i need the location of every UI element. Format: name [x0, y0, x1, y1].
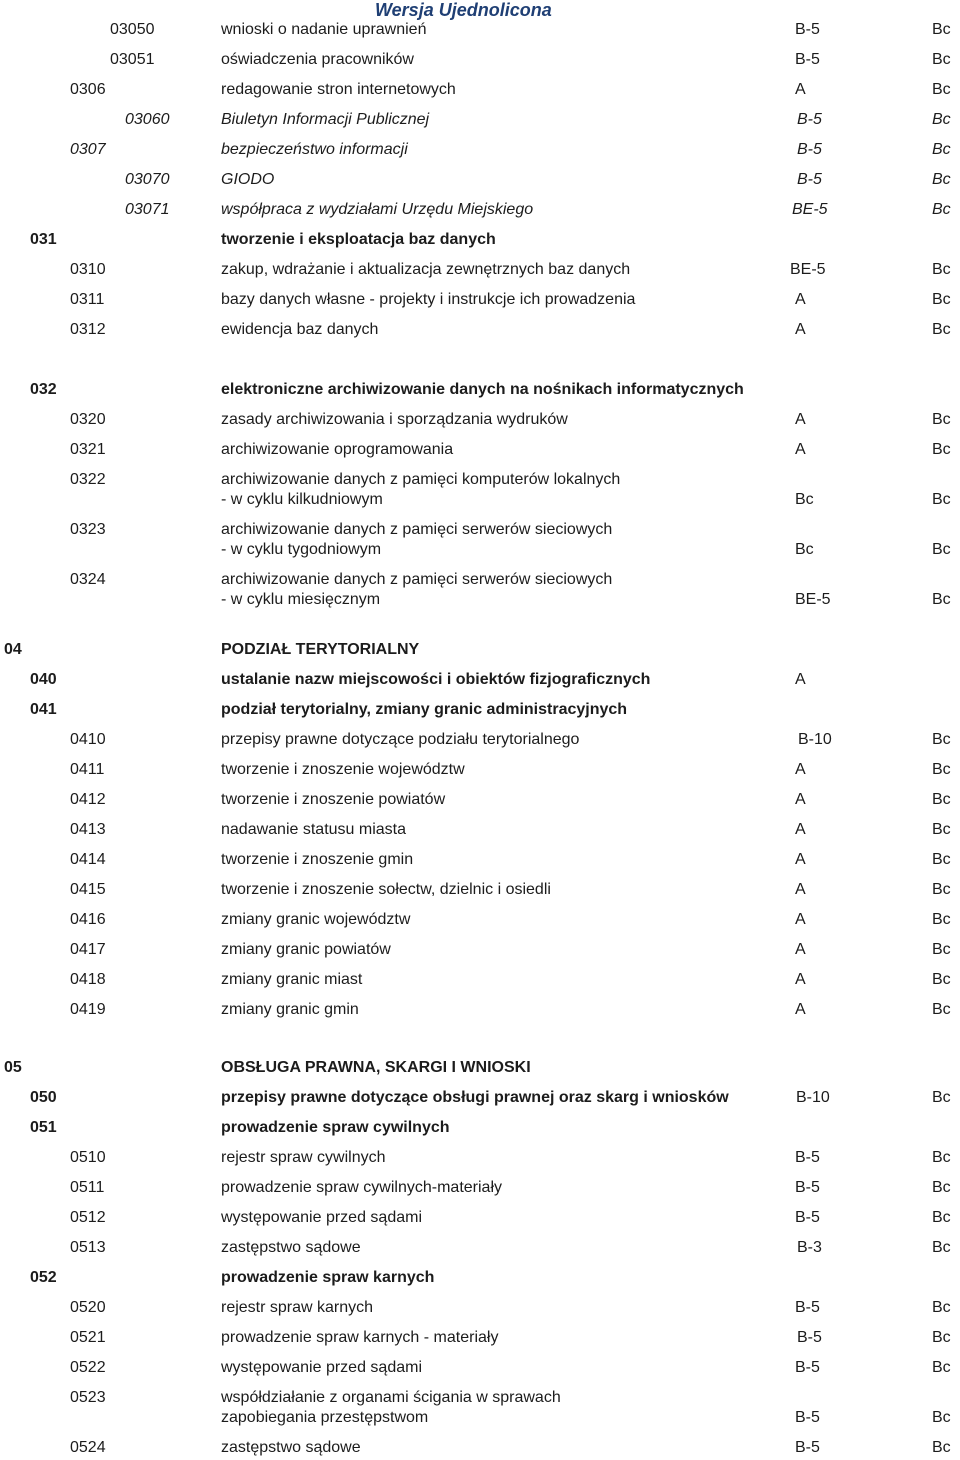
- table-row: [0, 1058, 960, 1078]
- category-main: A: [795, 971, 806, 988]
- row-title: przepisy prawne dotyczące podziału terytorialnego: [221, 731, 580, 748]
- table-row: [0, 520, 960, 560]
- category-secondary: Bc: [932, 111, 951, 128]
- row-code: 0323: [70, 521, 106, 538]
- category-main: A: [795, 411, 806, 428]
- row-code: 0306: [70, 81, 106, 98]
- category-secondary: Bc: [932, 1329, 951, 1346]
- table-row: [0, 1268, 960, 1288]
- row-title-continued: - w cyklu kilkudniowym: [221, 491, 383, 508]
- table-row: [0, 570, 960, 610]
- row-code: 0512: [70, 1209, 106, 1226]
- category-secondary: Bc: [932, 791, 951, 808]
- table-row: [0, 230, 960, 250]
- table-row: [0, 640, 960, 660]
- category-main: B-10: [798, 731, 832, 748]
- category-secondary: Bc: [932, 911, 951, 928]
- row-code: 051: [30, 1119, 57, 1136]
- category-main: A: [795, 911, 806, 928]
- category-main: B-5: [795, 1439, 820, 1456]
- category-secondary: Bc: [932, 291, 951, 308]
- category-secondary: Bc: [932, 881, 951, 898]
- row-title: tworzenie i znoszenie powiatów: [221, 791, 446, 808]
- category-secondary: Bc: [932, 51, 951, 68]
- row-title: GIODO: [221, 171, 275, 188]
- table-row: [0, 850, 960, 870]
- row-title: zasady archiwizowania i sporządzania wydruków: [221, 411, 568, 428]
- category-secondary: Bc: [932, 851, 951, 868]
- category-secondary: Bc: [932, 541, 951, 558]
- row-title: zakup, wdrażanie i aktualizacja zewnętrznych baz danych: [221, 261, 631, 278]
- category-main: Bc: [795, 491, 814, 508]
- category-secondary: Bc: [932, 821, 951, 838]
- category-secondary: Bc: [932, 261, 951, 278]
- row-title: zastępstwo sądowe: [221, 1439, 361, 1456]
- row-title-continued: - w cyklu miesięcznym: [221, 591, 381, 608]
- category-main: B-5: [795, 1359, 820, 1376]
- row-code: 0513: [70, 1239, 106, 1256]
- row-title: prowadzenie spraw karnych: [221, 1269, 435, 1286]
- row-code: 0320: [70, 411, 106, 428]
- category-secondary: Bc: [932, 21, 951, 38]
- table-row: [0, 1118, 960, 1138]
- category-secondary: Bc: [932, 1149, 951, 1166]
- table-row: [0, 1328, 960, 1348]
- category-secondary: Bc: [932, 591, 951, 608]
- row-title: archiwizowanie danych z pamięci komputerów lokalnych: [221, 471, 621, 488]
- table-row: [0, 170, 960, 190]
- row-code: 0413: [70, 821, 106, 838]
- category-main: Bc: [795, 541, 814, 558]
- category-secondary: Bc: [932, 1209, 951, 1226]
- table-row: [0, 1000, 960, 1020]
- table-row: [0, 110, 960, 130]
- category-main: A: [795, 441, 806, 458]
- category-secondary: Bc: [932, 1179, 951, 1196]
- row-code: 0311: [70, 291, 105, 308]
- category-main: B-5: [795, 1409, 820, 1426]
- row-title: prowadzenie spraw karnych - materiały: [221, 1329, 499, 1346]
- category-main: B-10: [796, 1089, 830, 1106]
- table-row: [0, 440, 960, 460]
- row-title: PODZIAŁ TERYTORIALNY: [221, 641, 420, 658]
- row-title: prowadzenie spraw cywilnych: [221, 1119, 450, 1136]
- category-main: A: [795, 761, 806, 778]
- row-code: 041: [30, 701, 57, 718]
- document-header: Wersja Ujednolicona: [375, 0, 552, 20]
- table-row: [0, 760, 960, 780]
- row-code: 03070: [125, 171, 170, 188]
- row-code: 03050: [110, 21, 155, 38]
- category-secondary: Bc: [932, 1299, 951, 1316]
- row-title: ewidencja baz danych: [221, 321, 379, 338]
- category-main: B-5: [795, 21, 820, 38]
- category-secondary: Bc: [932, 1239, 951, 1256]
- row-title: podział terytorialny, zmiany granic administracyjnych: [221, 701, 628, 718]
- table-row: [0, 20, 960, 40]
- row-code: 0418: [70, 971, 106, 988]
- row-code: 0511: [70, 1179, 105, 1196]
- row-title: archiwizowanie oprogramowania: [221, 441, 454, 458]
- row-title-continued: zapobiegania przestępstwom: [221, 1409, 429, 1426]
- row-title: elektroniczne archiwizowanie danych na nośnikach informatycznych: [221, 381, 744, 398]
- table-row: [0, 820, 960, 840]
- row-code: 0521: [70, 1329, 106, 1346]
- row-code: 0411: [70, 761, 105, 778]
- row-title: bazy danych własne - projekty i instrukcje ich prowadzenia: [221, 291, 636, 308]
- category-secondary: Bc: [932, 971, 951, 988]
- row-code: 0307: [70, 141, 106, 158]
- category-main: A: [795, 671, 806, 688]
- row-title: rejestr spraw karnych: [221, 1299, 374, 1316]
- table-row: [0, 940, 960, 960]
- row-code: 0324: [70, 571, 106, 588]
- row-code: 050: [30, 1089, 57, 1106]
- category-main: BE-5: [795, 591, 831, 608]
- row-title: współdziałanie z organami ścigania w sprawach: [221, 1389, 561, 1406]
- category-main: BE-5: [792, 201, 828, 218]
- row-code: 0410: [70, 731, 106, 748]
- row-title: przepisy prawne dotyczące obsługi prawnej oraz skarg i wniosków: [221, 1089, 729, 1106]
- table-row: [0, 260, 960, 280]
- category-secondary: Bc: [932, 441, 951, 458]
- row-title: oświadczenia pracowników: [221, 51, 414, 68]
- row-code: 0520: [70, 1299, 106, 1316]
- row-code: 03051: [110, 51, 155, 68]
- row-title: redagowanie stron internetowych: [221, 81, 456, 98]
- category-main: B-3: [797, 1239, 822, 1256]
- category-main: BE-5: [790, 261, 826, 278]
- row-code: 032: [30, 381, 57, 398]
- category-secondary: Bc: [932, 201, 951, 218]
- category-secondary: Bc: [932, 81, 951, 98]
- category-main: B-5: [797, 141, 822, 158]
- table-row: [0, 970, 960, 990]
- category-main: B-5: [797, 1329, 822, 1346]
- row-title: występowanie przed sądami: [221, 1209, 422, 1226]
- row-code: 03071: [125, 201, 170, 218]
- row-code: 04: [4, 641, 22, 658]
- row-code: 0312: [70, 321, 106, 338]
- category-main: B-5: [795, 1299, 820, 1316]
- category-secondary: Bc: [932, 411, 951, 428]
- row-code: 0419: [70, 1001, 106, 1018]
- row-title: prowadzenie spraw cywilnych-materiały: [221, 1179, 502, 1196]
- row-code: 0524: [70, 1439, 106, 1456]
- category-secondary: Bc: [932, 321, 951, 338]
- category-main: A: [795, 791, 806, 808]
- row-code: 0412: [70, 791, 106, 808]
- category-main: B-5: [797, 111, 822, 128]
- row-title: archiwizowanie danych z pamięci serwerów sieciowych: [221, 521, 613, 538]
- category-secondary: Bc: [932, 491, 951, 508]
- category-secondary: Bc: [932, 1409, 951, 1426]
- row-code: 0523: [70, 1389, 106, 1406]
- row-title: wnioski o nadanie uprawnień: [221, 21, 427, 38]
- row-title: zmiany granic województw: [221, 911, 411, 928]
- category-main: A: [795, 291, 806, 308]
- table-row: [0, 320, 960, 340]
- category-secondary: Bc: [932, 941, 951, 958]
- row-code: 03060: [125, 111, 170, 128]
- category-secondary: Bc: [932, 1001, 951, 1018]
- table-row: [0, 380, 960, 400]
- category-secondary: Bc: [932, 731, 951, 748]
- category-main: B-5: [795, 51, 820, 68]
- table-row: [0, 730, 960, 750]
- row-title: OBSŁUGA PRAWNA, SKARGI I WNIOSKI: [221, 1059, 531, 1076]
- row-title: ustalanie nazw miejscowości i obiektów fizjograficznych: [221, 671, 651, 688]
- row-title: bezpieczeństwo informacji: [221, 141, 408, 158]
- row-title: nadawanie statusu miasta: [221, 821, 406, 838]
- table-row: [0, 470, 960, 510]
- row-title: Biuletyn Informacji Publicznej: [221, 111, 430, 128]
- category-main: B-5: [795, 1149, 820, 1166]
- table-row: [0, 1208, 960, 1228]
- category-main: A: [795, 941, 806, 958]
- table-row: [0, 1298, 960, 1318]
- category-main: A: [795, 81, 806, 98]
- table-row: [0, 910, 960, 930]
- table-row: [0, 1148, 960, 1168]
- category-main: B-5: [797, 171, 822, 188]
- row-code: 0415: [70, 881, 106, 898]
- row-code: 040: [30, 671, 57, 688]
- row-title: rejestr spraw cywilnych: [221, 1149, 386, 1166]
- table-row: [0, 410, 960, 430]
- category-main: A: [795, 321, 806, 338]
- row-title: tworzenie i znoszenie sołectw, dzielnic i osiedli: [221, 881, 551, 898]
- category-main: B-5: [795, 1179, 820, 1196]
- row-title: tworzenie i znoszenie gmin: [221, 851, 414, 868]
- row-code: 0321: [70, 441, 106, 458]
- row-title: tworzenie i eksploatacja baz danych: [221, 231, 496, 248]
- table-row: [0, 1178, 960, 1198]
- row-code: 031: [30, 231, 57, 248]
- category-main: A: [795, 821, 806, 838]
- category-secondary: Bc: [932, 141, 951, 158]
- table-row: [0, 140, 960, 160]
- table-row: [0, 290, 960, 310]
- table-row: [0, 1438, 960, 1458]
- category-secondary: Bc: [932, 171, 951, 188]
- table-row: [0, 1238, 960, 1258]
- row-title: zmiany granic gmin: [221, 1001, 359, 1018]
- table-row: [0, 50, 960, 70]
- category-main: B-5: [795, 1209, 820, 1226]
- row-code: 0416: [70, 911, 106, 928]
- category-secondary: Bc: [932, 761, 951, 778]
- table-row: [0, 790, 960, 810]
- category-secondary: Bc: [932, 1359, 951, 1376]
- row-title: tworzenie i znoszenie województw: [221, 761, 465, 778]
- row-code: 0414: [70, 851, 106, 868]
- category-secondary: Bc: [932, 1089, 951, 1106]
- row-code: 0310: [70, 261, 106, 278]
- table-row: [0, 880, 960, 900]
- row-code: 0510: [70, 1149, 106, 1166]
- row-title: występowanie przed sądami: [221, 1359, 422, 1376]
- row-code: 052: [30, 1269, 57, 1286]
- row-title: zmiany granic miast: [221, 971, 363, 988]
- table-row: [0, 1358, 960, 1378]
- category-main: A: [795, 851, 806, 868]
- category-secondary: Bc: [932, 1439, 951, 1456]
- row-code: 0417: [70, 941, 106, 958]
- table-row: [0, 670, 960, 690]
- category-main: A: [795, 881, 806, 898]
- row-title: archiwizowanie danych z pamięci serwerów sieciowych: [221, 571, 613, 588]
- row-title-continued: - w cyklu tygodniowym: [221, 541, 382, 558]
- category-main: A: [795, 1001, 806, 1018]
- table-row: [0, 700, 960, 720]
- row-title: współpraca z wydziałami Urzędu Miejskiego: [221, 201, 534, 218]
- row-code: 0522: [70, 1359, 106, 1376]
- row-code: 05: [4, 1059, 22, 1076]
- row-title: zmiany granic powiatów: [221, 941, 391, 958]
- table-row: [0, 1088, 960, 1108]
- row-code: 0322: [70, 471, 106, 488]
- table-row: [0, 200, 960, 220]
- row-title: zastępstwo sądowe: [221, 1239, 361, 1256]
- table-row: [0, 1388, 960, 1428]
- table-row: [0, 80, 960, 100]
